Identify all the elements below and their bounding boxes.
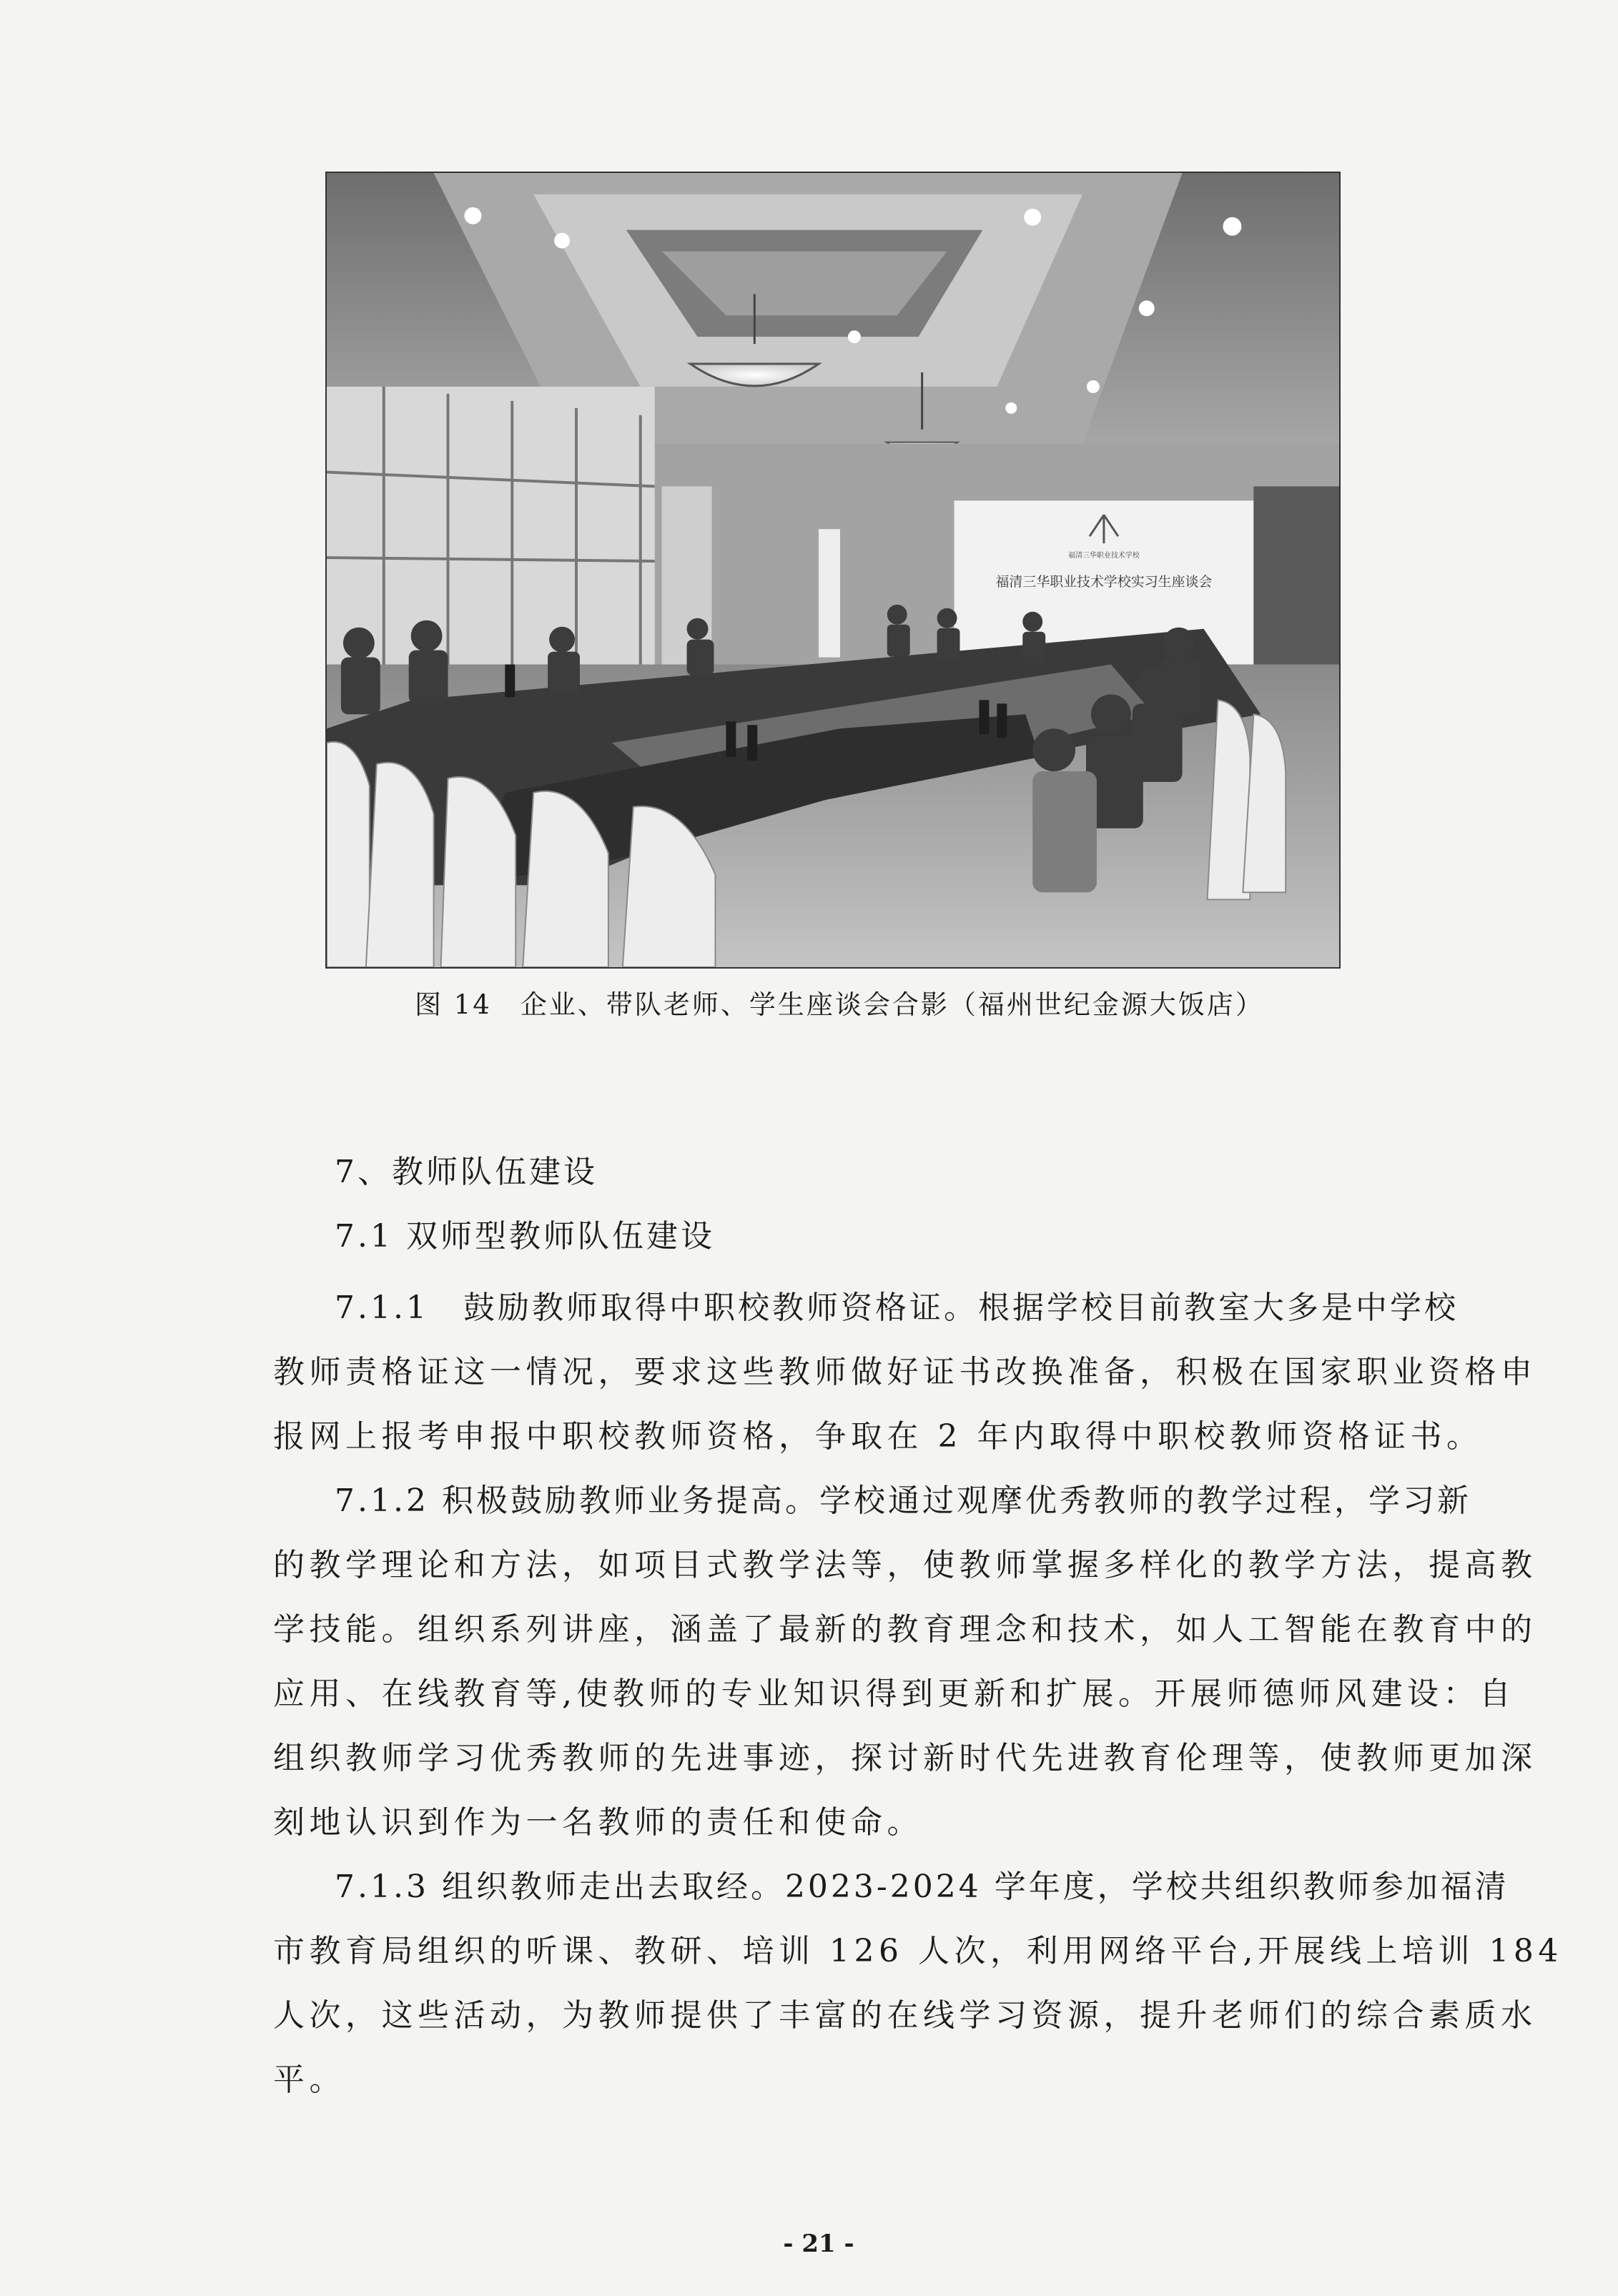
paragraph-line: 学技能。组织系列讲座，涵盖了最新的教育理念和技术，如人工智能在教育中的 xyxy=(273,1611,1537,1648)
paragraph-line: 市教育局组织的听课、教研、培训 126 人次，利用网络平台,开展线上培训 184 xyxy=(273,1933,1563,1969)
banner-logo-text: 福清三华职业技术学校 xyxy=(1068,552,1140,560)
section-heading: 7、教师队伍建设 xyxy=(335,1154,598,1190)
figure-caption: 图 14 企业、带队老师、学生座谈会合影（福州世纪金源大饭店） xyxy=(415,989,1264,1020)
paragraph-line: 报网上报考申报中职校教师资格，争取在 2 年内取得中职校教师资格证书。 xyxy=(273,1418,1483,1455)
paragraph-line: 人次，这些活动，为教师提供了丰富的在线学习资源，提升老师们的综合素质水 xyxy=(273,1997,1537,2034)
page-number: - 21 - xyxy=(783,2230,854,2258)
meeting-photo-illustration xyxy=(327,173,1339,967)
paragraph-line: 应用、在线教育等,使教师的专业知识得到更新和扩展。开展师德师风建设：自 xyxy=(273,1676,1516,1712)
paragraph-line: 7.1.3 组织教师走出去取经。2023-2024 学年度，学校共组织教师参加福清 xyxy=(335,1869,1509,1905)
paragraph-line: 7.1.2 积极鼓励教师业务提高。学校通过观摩优秀教师的教学过程，学习新 xyxy=(335,1483,1471,1519)
paragraph-line: 平。 xyxy=(273,2062,345,2098)
paragraph-line: 刻地认识到作为一名教师的责任和使命。 xyxy=(273,1804,923,1841)
meeting-photo xyxy=(325,172,1341,969)
paragraph-line: 7.1.1 鼓励教师取得中职校教师资格证。根据学校目前教室大多是中学校 xyxy=(335,1290,1459,1326)
paragraph-line: 教师责格证这一情况，要求这些教师做好证书改换准备，积极在国家职业资格申 xyxy=(273,1354,1537,1390)
paragraph-line: 的教学理论和方法，如项目式教学法等，使教师掌握多样化的教学方法，提高教 xyxy=(273,1547,1537,1583)
banner-text: 福清三华职业技术学校实习生座谈会 xyxy=(995,573,1213,590)
subsection-heading: 7.1 双师型教师队伍建设 xyxy=(335,1218,715,1255)
paragraph-line: 组织教师学习优秀教师的先进事迹，探讨新时代先进教育伦理等，使教师更加深 xyxy=(273,1740,1537,1776)
